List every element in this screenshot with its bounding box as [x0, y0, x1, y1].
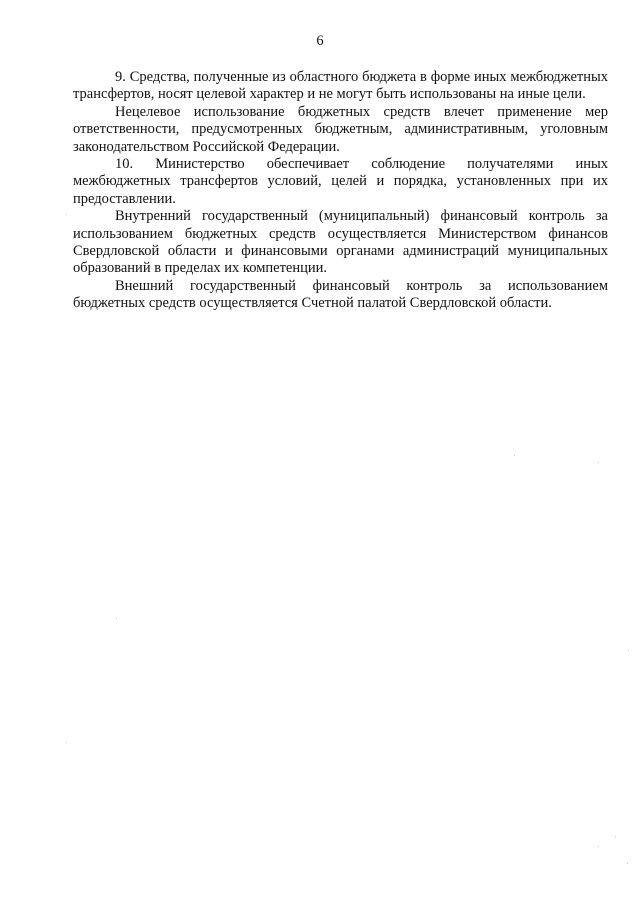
document-body — [73, 69, 608, 313]
paragraph-external-control: Внешний государственный финансовый контроль за использованием бюджетных средств осуществляется Счетной палатой Свердловской области. — [73, 277, 608, 312]
paragraph-misuse-liability: Нецелевое использование бюджетных средств влечет применение мер ответственности, предусмотренных бюджетным, административным, уголовным законодательством Российской Федерации. — [73, 103, 608, 155]
paragraph-10-ministry-compliance: 10. Министерство обеспечивает соблюдение получателями иных межбюджетных трансфертов условий, целей и порядка, установленных при их предоставлении. — [73, 156, 608, 207]
paragraph-9-targeted-funds: 9. Средства, полученные из областного бюджета в форме иных межбюджетных трансфертов, носят целевой характер и не могут быть использованы на иные цели. — [73, 69, 608, 103]
page-number: 6 — [316, 33, 324, 49]
paragraph-internal-control: Внутренний государственный (муниципальный) финансовый контроль за использованием бюджетных средств осуществляется Министерством финансов Свердловской области и финансовыми органами администраций муниципальных образований в пределах их компетенции. — [73, 208, 608, 277]
